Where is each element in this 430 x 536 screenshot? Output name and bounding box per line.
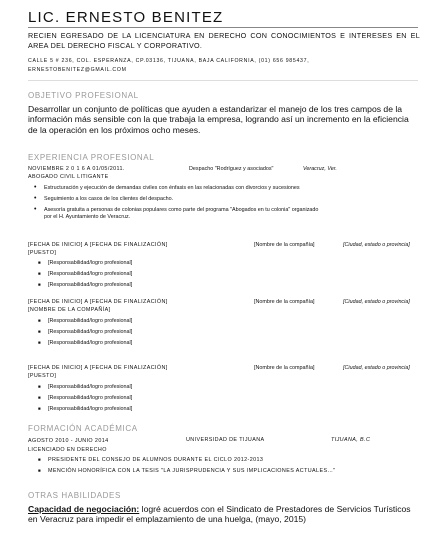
job1-bullet: • Asesoría gratuita a personas de colonias populares como parte del programa "Abogados en tu colonia" organizado [44, 207, 318, 213]
placeholder1-item: ■ [Responsabilidad/logro profesional] [48, 260, 132, 266]
resume-name: LIC. ERNESTO BENITEZ [28, 9, 224, 26]
education-degree: LICENCIADO EN DERECHO [28, 447, 107, 453]
placeholder3-company: [Nombre de la compañía] [254, 365, 315, 371]
education-heading: FORMACIÓN ACADÉMICA [28, 424, 138, 433]
education-school: UNIVERSIDAD DE TIJUANA [186, 437, 265, 443]
skills-heading: OTRAS HABILIDADES [28, 491, 121, 500]
job1-bullet: • Seguimiento a los casos de los clientes del despacho. [44, 196, 173, 202]
job1-title: ABOGADO CIVIL LITIGANTE [28, 174, 109, 180]
education-bullet: ■ MENCIÓN HONORÍFICA CON LA TESIS "LA JURISPRUDENCIA Y SUS IMPLICACIONES ACTUALES…" [48, 468, 336, 474]
contact-address: CALLE 5 # 236, COL. ESPERANZA, CP.03136, TIJUANA, BAJA CALIFORNIA, (01) 656 985437, [28, 58, 310, 64]
experience-heading: EXPERIENCIA PROFESIONAL [28, 153, 155, 162]
placeholder3-item: ■ [Responsabilidad/logro profesional] [48, 384, 132, 390]
skills-description: logré acuerdos con el Sindicato de Prestadores de Servicios Turísticos en Veracruz para impedir el emplazamiento de una huelga, (mayo, 2015) [28, 504, 411, 525]
placeholder3-item: ■ [Responsabilidad/logro profesional] [48, 395, 132, 401]
placeholder1-item: ■ [Responsabilidad/logro profesional] [48, 282, 132, 288]
placeholder2-item: ■ [Responsabilidad/logro profesional] [48, 318, 132, 324]
job1-company: Despacho "Rodríguez y asociados" [189, 166, 274, 172]
placeholder2-location: [Ciudad, estado o provincia] [343, 299, 410, 305]
education-bullet: ■ PRESIDENTE DEL CONSEJO DE ALUMNOS DURANTE EL CICLO 2012-2013 [48, 457, 263, 463]
education-dates: AGOSTO 2010 - JUNIO 2014 [28, 438, 109, 444]
skills-label: Capacidad de negociación: [28, 504, 140, 514]
job1-dates: NOVIEMBRE 2 0 1 6 A 01/05/2011. [28, 166, 125, 172]
job1-bullet-continuation: por el H. Ayuntamiento de Veracruz. [44, 214, 131, 220]
skills-text [28, 504, 420, 525]
placeholder3-title: [PUESTO] [28, 373, 57, 379]
placeholder3-item: ■ [Responsabilidad/logro profesional] [48, 406, 132, 412]
placeholder2-dates: [FECHA DE INICIO] A [FECHA DE FINALIZACIÓN] [28, 299, 168, 305]
placeholder2-company: [Nombre de la compañía] [254, 299, 315, 305]
placeholder3-dates: [FECHA DE INICIO] A [FECHA DE FINALIZACIÓN] [28, 365, 168, 371]
placeholder1-dates: [FECHA DE INICIO] A [FECHA DE FINALIZACIÓN] [28, 242, 168, 248]
placeholder1-company: [Nombre de la compañía] [254, 242, 315, 248]
placeholder2-item: ■ [Responsabilidad/logro profesional] [48, 340, 132, 346]
placeholder1-item: ■ [Responsabilidad/logro profesional] [48, 271, 132, 277]
job1-location: Veracruz, Ver. [303, 166, 337, 172]
contact-email[interactable]: ERNESTOBENITEZ@GMAIL.COM [28, 67, 127, 73]
placeholder1-title: [PUESTO] [28, 250, 57, 256]
education-location: TIJUANA, B.C [331, 437, 371, 443]
professional-summary: RECIEN EGRESADO DE LA LICENCIATURA EN DERECHO CON CONOCIMIENTOS E INTERESES EN EL AREA DEL DERECHO FISCAL Y CORPORATIVO. [28, 31, 420, 50]
section-divider [28, 80, 418, 81]
placeholder2-title: [NOMBRE DE LA COMPAÑÍA] [28, 307, 111, 313]
objective-text: Desarrollar un conjunto de políticas que ayuden a estandarizar el manejo de los tres campos de la información más sensible con la que trabaja la empresa, logrando así un incremento en la eficiencia de la operación en los próximos ocho meses. [28, 104, 409, 135]
job1-bullet: • Estructuración y ejecución de demandas civiles con énfasis en las relacionadas con divorcios y sucesiones [44, 185, 300, 191]
header-divider [28, 27, 418, 28]
placeholder1-location: [Ciudad, estado o provincia] [343, 242, 410, 248]
placeholder2-item: ■ [Responsabilidad/logro profesional] [48, 329, 132, 335]
placeholder3-location: [Ciudad, estado o provincia] [343, 365, 410, 371]
objective-heading: OBJETIVO PROFESIONAL [28, 91, 139, 100]
